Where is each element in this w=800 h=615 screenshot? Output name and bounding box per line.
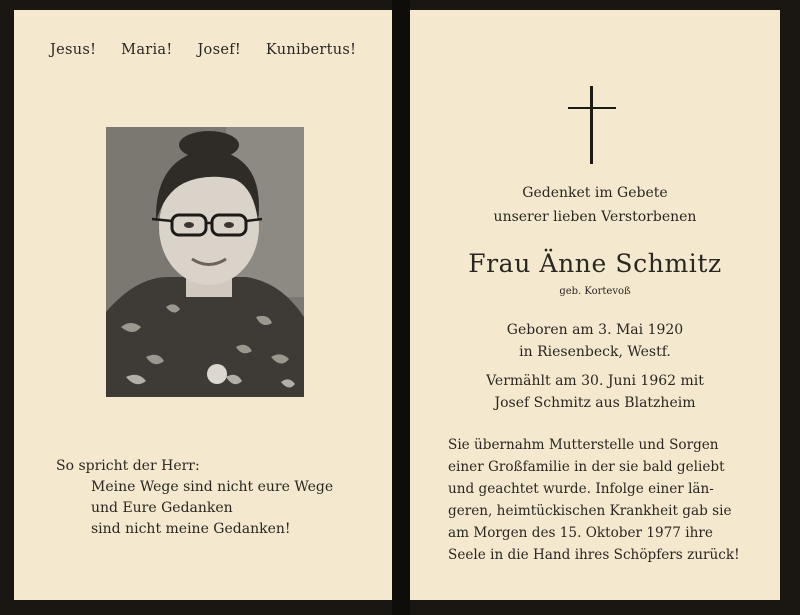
- bio-line: Sie übernahm Mutterstelle und Sorgen: [448, 437, 719, 453]
- birth-place: in Riesenbeck, Westf.: [519, 344, 671, 360]
- memorial-intro-line2: unserer lieben Verstorbenen: [493, 209, 697, 225]
- bio-line: einer Großfamilie in der sie bald geliebt: [448, 459, 725, 475]
- portrait-illustration: [106, 127, 304, 397]
- invocation-word: Jesus!: [50, 42, 97, 58]
- cross-icon: [568, 86, 616, 164]
- bio-line: und geachtet wurde. Infolge einer län-: [448, 481, 714, 497]
- deceased-name: Frau Änne Schmitz: [468, 249, 722, 278]
- quote-line: Meine Wege sind nicht eure Wege: [91, 479, 334, 495]
- invocation-line: [50, 42, 376, 58]
- left-card-panel: [14, 10, 392, 600]
- quote-line: sind nicht meine Gedanken!: [91, 521, 291, 537]
- quote-line: und Eure Gedanken: [91, 500, 233, 516]
- spouse: Josef Schmitz aus Blatzheim: [494, 395, 696, 411]
- invocation-word: Josef!: [197, 42, 241, 58]
- bio-line: geren, heimtückischen Krankheit gab sie: [448, 503, 732, 519]
- bio-line: Seele in die Hand ihres Schöpfers zurück!: [448, 547, 740, 563]
- bio-line: am Morgen des 15. Oktober 1977 ihre: [448, 525, 713, 541]
- marriage-date: Vermählt am 30. Juni 1962 mit: [486, 373, 704, 389]
- invocation-word: Maria!: [121, 42, 173, 58]
- card-fold: [392, 0, 410, 615]
- birth-date: Geboren am 3. Mai 1920: [506, 322, 684, 338]
- quote-intro: So spricht der Herr:: [56, 458, 200, 474]
- invocation-word: Kunibertus!: [265, 42, 357, 58]
- birth-name: geb. Kortevoß: [559, 286, 631, 297]
- right-card-panel: [410, 10, 780, 600]
- portrait-photo: [106, 127, 304, 397]
- memorial-intro-line1: Gedenket im Gebete: [522, 185, 668, 201]
